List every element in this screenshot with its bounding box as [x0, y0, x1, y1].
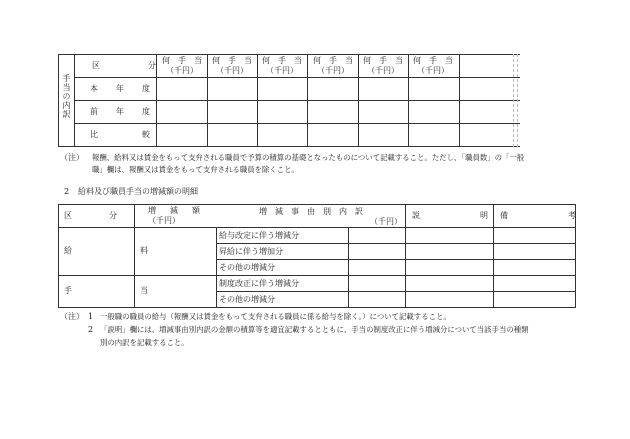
- allowance-item-other: その他の増減分: [219, 295, 275, 304]
- col-header-5-unit: （千円）: [367, 66, 399, 75]
- salary-item-promotion: 昇給に伴う増加分: [219, 247, 283, 256]
- section-2-number: 2: [64, 187, 70, 196]
- header-remarks: 備 考: [500, 211, 585, 220]
- row-label-allowance: 手 当: [64, 286, 159, 295]
- col-header-1-title: 何 手 当: [162, 56, 202, 65]
- col-header-2-title: 何 手 当: [212, 56, 252, 65]
- side-label: 手当の内訳: [62, 74, 71, 119]
- note-2-item-1-text: 一般職の職員の給与（報酬又は賃金をもって支弁される職員に係る給与を除く。）について記載すること。: [100, 312, 451, 321]
- allowance-item-system-change: 制度改正に伴う増減分: [219, 279, 299, 288]
- col-header-3-title: 何 手 当: [262, 56, 302, 65]
- salary-item-other: その他の増減分: [219, 263, 275, 272]
- col-header-2-unit: （千円）: [216, 66, 248, 75]
- note-2-item-1-number: 1: [88, 312, 94, 321]
- note-2-item-2-line-1: 「説明」欄には、増減事由別内訳の金額の積算等を適宜記載するとともに、手当の制度改正に伴う増減分について当該手当の種類: [100, 325, 529, 334]
- header-kubun: 区 分: [92, 61, 162, 70]
- col-header-6-title: 何 手 当: [413, 56, 453, 65]
- header-reason-breakdown: 増 減 事 由 別 内 訳: [259, 207, 363, 216]
- row-label-comparison: 比 較: [90, 130, 155, 139]
- header-reason-breakdown-unit: （千円）: [370, 217, 402, 226]
- col-header-5-title: 何 手 当: [363, 56, 403, 65]
- note-2-prefix: （注）: [60, 312, 84, 321]
- note-2-item-2-number: 2: [88, 325, 94, 334]
- row-label-previous-year: 前 年 度: [90, 107, 155, 116]
- note-2-item-2-line-2: 別の内訳を記載すること。: [100, 338, 189, 347]
- header-kubun-2: 区 分: [64, 211, 124, 220]
- header-explanation: 説 明: [412, 211, 497, 220]
- header-change-amount: 増 減 額: [148, 206, 203, 215]
- note-1-prefix: （注）: [60, 153, 84, 162]
- salary-item-revision: 給与改定に伴う増減分: [219, 231, 299, 240]
- col-header-4-unit: （千円）: [317, 66, 349, 75]
- row-label-current-year: 本 年 度: [90, 84, 155, 93]
- section-2-title: 給料及び職員手当の増減額の明細: [78, 187, 198, 196]
- note-1-line-1: 報酬、給料又は賃金をもって支弁される職員で予算の積算の基礎となったものについて記載すること。ただし、「職員数」の「一般: [92, 153, 525, 162]
- header-change-amount-unit: （千円）: [148, 216, 180, 225]
- col-header-6-unit: （千円）: [417, 66, 449, 75]
- col-header-4-title: 何 手 当: [313, 56, 353, 65]
- col-header-3-unit: （千円）: [266, 66, 298, 75]
- col-header-1-unit: （千円）: [166, 66, 198, 75]
- row-label-salary: 給 料: [64, 246, 159, 255]
- note-1-line-2: 職」欄は、報酬又は賃金をもって支弁される職員を除くこと。: [92, 165, 299, 174]
